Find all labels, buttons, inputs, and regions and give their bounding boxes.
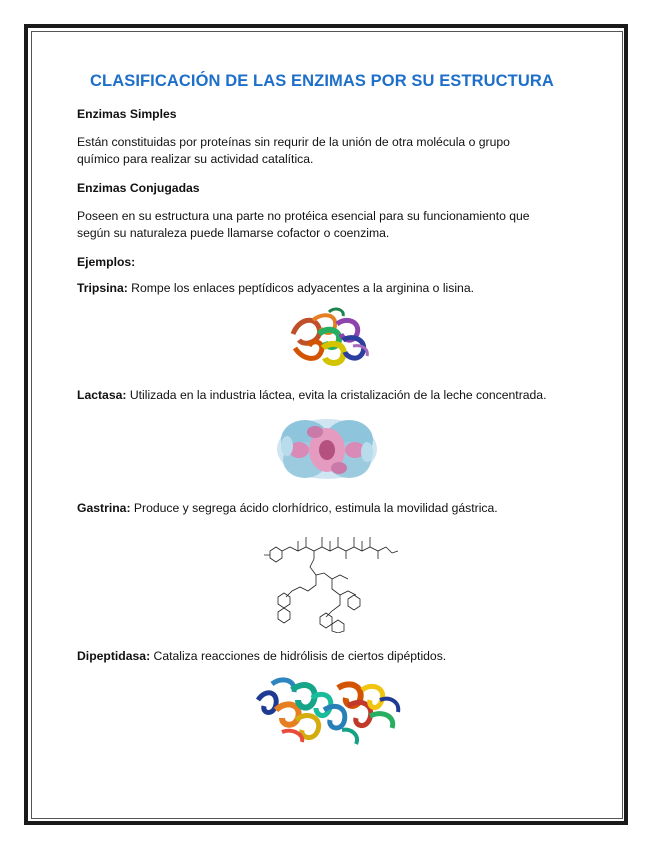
example-name: Lactasa: [77,388,127,402]
example-gastrina [77,500,498,517]
example-tripsina [77,280,474,297]
example-name: Dipeptidasa: [77,649,151,663]
lactase-molecular-surface-image [275,410,379,488]
section-heading-simples: Enzimas Simples [77,107,177,121]
example-description: Cataliza reacciones de hidrólisis de ciertos dipéptidos. [150,649,447,663]
simples-text-line-2: químico para realizar su actividad catalítica. [77,152,314,166]
gastrin-structural-formula-image [256,523,402,633]
example-lactasa [77,387,546,404]
dipeptidase-protein-ribbon-image [252,670,404,752]
trypsin-protein-ribbon-image [283,304,373,374]
page-title: CLASIFICACIÓN DE LAS ENZIMAS POR SU ESTRUCTURA [90,72,554,90]
example-name: Gastrina: [77,501,131,515]
example-name: Tripsina: [77,281,128,295]
ejemplos-heading: Ejemplos: [77,255,136,269]
section-heading-conjugadas: Enzimas Conjugadas [77,181,200,195]
example-description: Rompe los enlaces peptídicos adyacentes a la arginina o lisina. [127,281,474,295]
example-description: Produce y segrega ácido clorhídrico, estimula la movilidad gástrica. [130,501,498,515]
example-dipeptidasa [77,648,446,665]
example-description: Utilizada en la industria láctea, evita la cristalización de la leche concentrada. [126,388,547,402]
simples-text-line-1: Están constituidas por proteínas sin requrir de la unión de otra molécula o grupo [77,135,510,149]
conjugadas-text-line-1: Poseen en su estructura una parte no protéica esencial para su funcionamiento que [77,209,530,223]
conjugadas-text-line-2: según su naturaleza puede llamarse cofactor o coenzima. [77,226,390,240]
